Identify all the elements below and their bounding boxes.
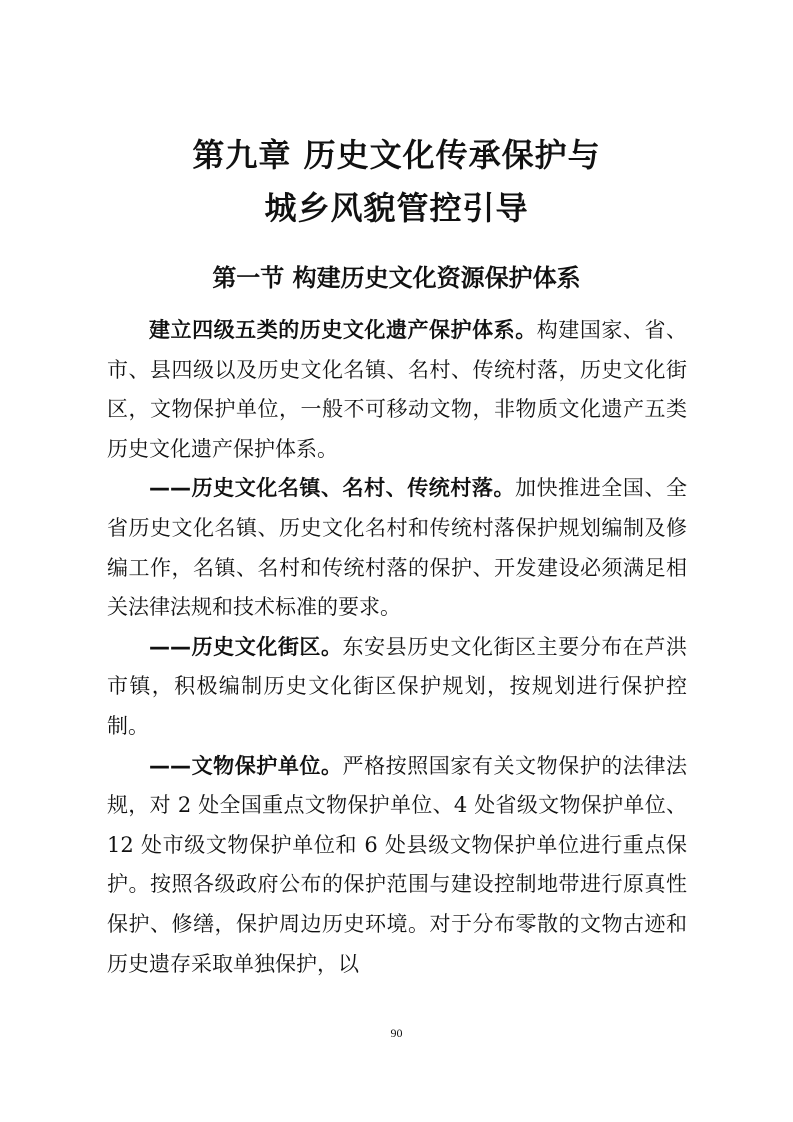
- paragraph-lead: ——文物保护单位。: [149, 753, 343, 778]
- chapter-title-line-1: 第九章 历史文化传承保护与: [192, 136, 601, 174]
- page-number: 90: [390, 1026, 403, 1040]
- paragraph-heritage-system: [107, 311, 687, 469]
- chapter-title-line-2: 城乡风貌管控引导: [264, 189, 529, 227]
- body-text: [107, 311, 687, 984]
- paragraph-text: 严格按照国家有关文物保护的法律法规，对 2 处全国重点文物保护单位、4 处省级文物保护单位、12 处市级文物保护单位和 6 处县级文物保护单位进行重点保护。按照各级政府公布的保护范围与建设控制地带进行原真性保护、修缮，保护周边历史环境。对于分布零散的文物古迹和历史遗存采取单独保护，以: [107, 753, 688, 976]
- paragraph-protected-units: [107, 747, 687, 985]
- paragraph-lead: ——历史文化名镇、名村、传统村落。: [149, 476, 516, 501]
- paragraph-text: 东安县历史文化街区主要分布在芦洪市镇，积极编制历史文化街区保护规划，按规划进行保护控制。: [107, 634, 688, 738]
- paragraph-text: 构建国家、省、市、县四级以及历史文化名镇、名村、传统村落，历史文化街区，文物保护单位，一般不可移动文物，非物质文化遗产五类历史文化遗产保护体系。: [107, 318, 687, 461]
- paragraph-lead: 建立四级五类的历史文化遗产保护体系。: [149, 318, 537, 342]
- paragraph-historic-blocks: [107, 628, 687, 747]
- section-title: 第一节 构建历史文化资源保护体系: [212, 264, 581, 292]
- paragraph-towns-villages: [107, 469, 687, 627]
- paragraph-text: 加快推进全国、全省历史文化名镇、历史文化名村和传统村落保护规划编制及修编工作，名镇、名村和传统村落的保护、开发建设必须满足相关法律法规和技术标准的要求。: [107, 476, 688, 620]
- paragraph-lead: ——历史文化街区。: [149, 634, 343, 659]
